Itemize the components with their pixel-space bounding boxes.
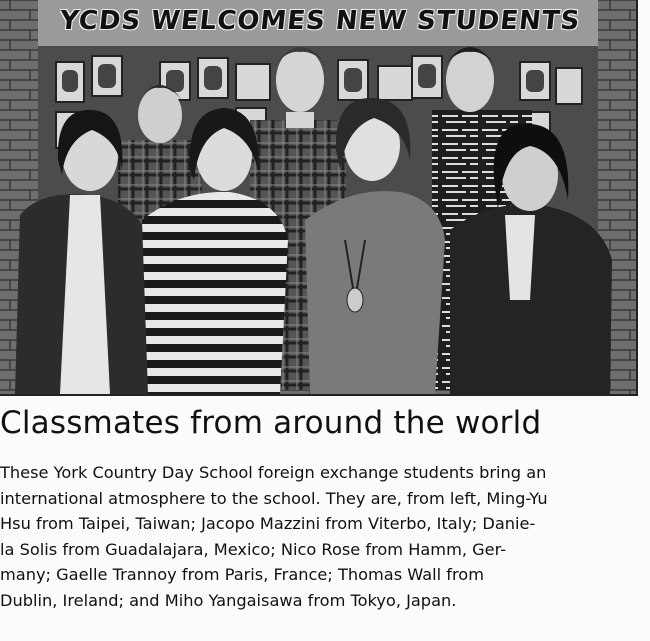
caption-line: la Solis from Guadalajara, Mexico; Nico Rose from Hamm, Ger-: [0, 539, 507, 559]
article-headline: Classmates from around the world: [0, 405, 542, 441]
caption-line: Hsu from Taipei, Taiwan; Jacopo Mazzini from Viterbo, Italy; Danie-: [0, 514, 536, 533]
article-caption: [0, 460, 640, 613]
caption-line: many; Gaelle Trannoy from Paris, France; Thomas Wall from: [0, 565, 484, 584]
welcome-banner: YCDS WELCOMES NEW STUDENTS: [58, 6, 582, 36]
caption-line: international atmosphere to the school. They are, from left, Ming-Yu: [0, 488, 548, 508]
caption-line: Dublin, Ireland; and Miho Yangaisawa from Tokyo, Japan.: [0, 590, 457, 610]
caption-line: These York Country Day School foreign exchange students bring an: [0, 463, 547, 482]
